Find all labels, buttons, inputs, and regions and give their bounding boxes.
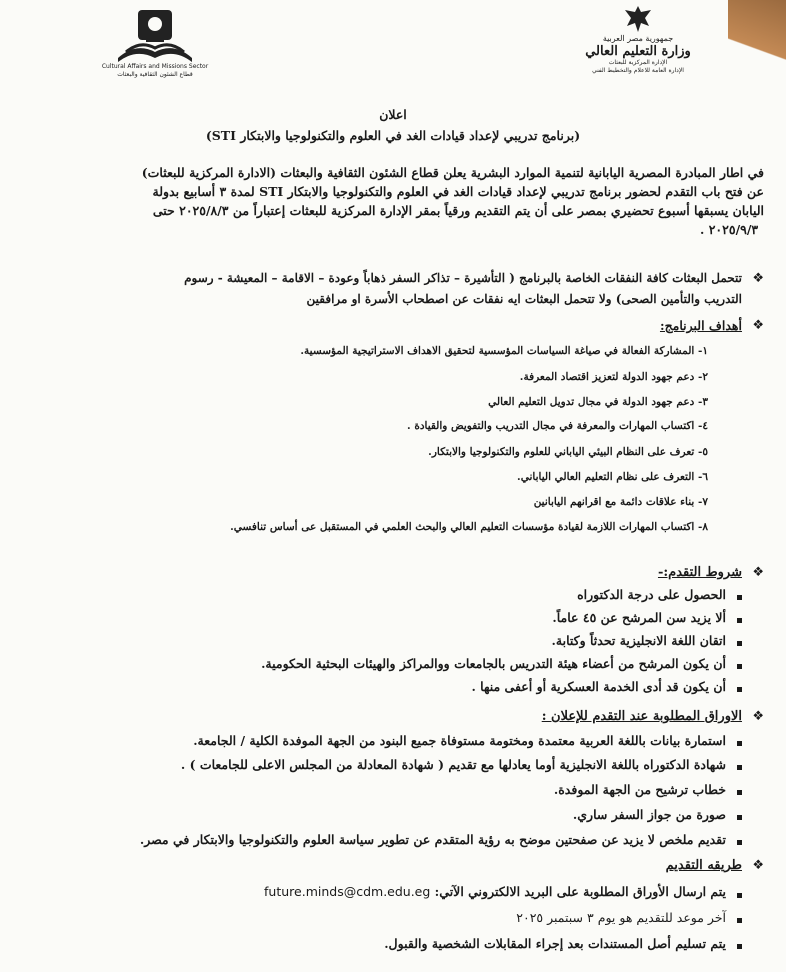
- document-item: شهادة الدكتوراه باللغة الانجليزية أوما يعادلها مع تقديم ( شهادة المعادلة من المجلس الاعلى للجامعات ) .: [180, 757, 726, 772]
- square-bullet-icon: [737, 893, 742, 898]
- deadline-line: آخر موعد للتقديم هو يوم ٣ سبتمبر ٢٠٢٥: [516, 910, 726, 925]
- goal-item: ١- المشاركة الفعالة في صياغة السياسات المؤسسية لتحقيق الاهداف الاستراتيجية المؤسسية.: [300, 345, 708, 357]
- goal-item: ٦- التعرف على نظام التعليم العالي الياباني.: [517, 471, 708, 483]
- document-item: استمارة بيانات باللغة العربية معتمدة ومختومة مستوفاة جميع البنود من الجهة الموفدة الكلية / الجامعة.: [193, 733, 726, 748]
- originals-line: يتم تسليم أصل المستندات بعد إجراء المقابلات الشخصية والقبول.: [384, 936, 726, 951]
- intro-line-4: ٢٠٢٥/٩/٣ .: [700, 222, 759, 237]
- book-graduate-icon: [116, 8, 194, 63]
- condition-item: الحصول على درجة الدكتوراه: [577, 587, 726, 602]
- expenses-line-2: التدريب والتأمين الصحى) ولا تتحمل البعثات ايه نفقات عن اصطحاب الأسرة او مرافقين: [306, 292, 742, 306]
- method-email-line: [264, 884, 726, 899]
- goal-item: ٨- اكتساب المهارات اللازمة لقيادة مؤسسات التعليم العالي والبحث العلمي في المستقبل عى أساس تنافسي.: [230, 521, 708, 533]
- diamond-bullet-icon: ❖: [752, 858, 764, 873]
- condition-item: ألا يزيد سن المرشح عن ٤٥ عاماً.: [552, 610, 726, 625]
- goal-item: ٥- تعرف على النظام البيئي الياباني للعلوم والتكنولوجيا والابتكار.: [428, 446, 708, 458]
- email-address: future.minds@cdm.edu.eg: [264, 884, 431, 899]
- condition-item: أن يكون قد أدى الخدمة العسكرية أو أعفى منها .: [471, 679, 726, 694]
- intro-line-3: اليابان يسبقها أسبوع تحضيري بمصر على أن يتم التقديم ورقياً بمقر الإدارة المركزية للبعثات إعتباراً من ٢٠٢٥/٨/٣ حتى: [152, 203, 764, 218]
- goal-item: ٢- دعم جهود الدولة لتعزيز اقتصاد المعرفة.: [519, 371, 708, 383]
- email-label: يتم ارسال الأوراق المطلوبة على البريد الالكتروني الآتي:: [434, 884, 726, 899]
- goal-item: ٤- اكتساب المهارات والمعرفة في مجال التدريب والتفويض والقيادة .: [407, 420, 708, 432]
- square-bullet-icon: [737, 815, 742, 820]
- eagle-emblem-icon: [623, 4, 653, 34]
- ministry-line-3: الإدارة المركزية للبعثات: [608, 59, 668, 66]
- ministry-line-1: جمهورية مصر العربية: [602, 34, 674, 43]
- square-bullet-icon: [737, 595, 742, 600]
- announcement-title: اعلان: [379, 107, 407, 122]
- square-bullet-icon: [737, 664, 742, 669]
- document-item: تقديم ملخص لا يزيد عن صفحتين موضح به رؤية المتقدم عن تطوير سياسة العلوم والتكنولوجيا والابتكار في مصر.: [139, 832, 726, 847]
- intro-line-1: في اطار المبادرة المصرية اليابانية لتنمية الموارد البشرية يعلن قطاع الشئون الثقافية والبعثات (الادارة المركزية للبعثات): [141, 165, 764, 180]
- ministry-line-4: الإدارة العامة للاعلام والتخطيط الفني: [592, 67, 684, 74]
- cultural-affairs-logo: [95, 8, 215, 79]
- diamond-bullet-icon: ❖: [752, 709, 764, 724]
- page-corner-decoration: [728, 0, 786, 110]
- square-bullet-icon: [737, 618, 742, 623]
- diamond-bullet-icon: ❖: [752, 271, 764, 286]
- left-logo-caption-ar: قطاع الشئون الثقافية والبعثات: [117, 71, 193, 78]
- document-item: خطاب ترشيح من الجهة الموفدة.: [553, 782, 726, 797]
- ministry-line-2: وزارة التعليم العالي: [585, 44, 691, 59]
- method-heading: طريقه التقديم: [665, 858, 742, 873]
- condition-item: أن يكون المرشح من أعضاء هيئة التدريس بالجامعات ووالمراكز والهيئات البحثية الحكومية.: [261, 656, 726, 671]
- square-bullet-icon: [737, 687, 742, 692]
- intro-line-2: عن فتح باب التقدم لحضور برنامج تدريبي لإعداد قيادات الغد في العلوم والتكنولوجيا والابتكار STI لمدة ٣ أسابيع بدولة: [152, 184, 764, 199]
- diamond-bullet-icon: ❖: [752, 318, 764, 333]
- diamond-bullet-icon: ❖: [752, 565, 764, 580]
- square-bullet-icon: [737, 840, 742, 845]
- condition-item: اتقان اللغة الانجليزية تحدثاً وكتابة.: [551, 633, 726, 648]
- expenses-line-1: تتحمل البعثات كافة النفقات الخاصة بالبرنامج ( التأشيرة – تذاكر السفر ذهاباً وعودة – الاقامة – المعيشة - رسوم: [184, 271, 742, 285]
- conditions-heading: شروط التقدم:-: [657, 565, 742, 580]
- ministry-logo: [578, 4, 698, 75]
- square-bullet-icon: [737, 918, 742, 923]
- square-bullet-icon: [737, 790, 742, 795]
- document-item: صورة من جواز السفر ساري.: [572, 807, 726, 822]
- announcement-subtitle: (برنامج تدريبي لإعداد قيادات الغد في العلوم والتكنولوجيا والابتكار STI): [205, 128, 581, 143]
- documents-heading: الاوراق المطلوبة عند التقدم للإعلان :: [541, 709, 742, 724]
- left-logo-caption-en: Cultural Affairs and Missions Sector: [101, 63, 209, 70]
- goal-item: ٣- دعم جهود الدولة في مجال تدويل التعليم العالي: [488, 396, 708, 408]
- square-bullet-icon: [737, 641, 742, 646]
- square-bullet-icon: [737, 765, 742, 770]
- square-bullet-icon: [737, 741, 742, 746]
- goals-heading: أهداف البرنامج:: [659, 318, 742, 333]
- goal-item: ٧- بناء علاقات دائمة مع اقرانهم اليابانين: [533, 496, 708, 508]
- square-bullet-icon: [737, 944, 742, 949]
